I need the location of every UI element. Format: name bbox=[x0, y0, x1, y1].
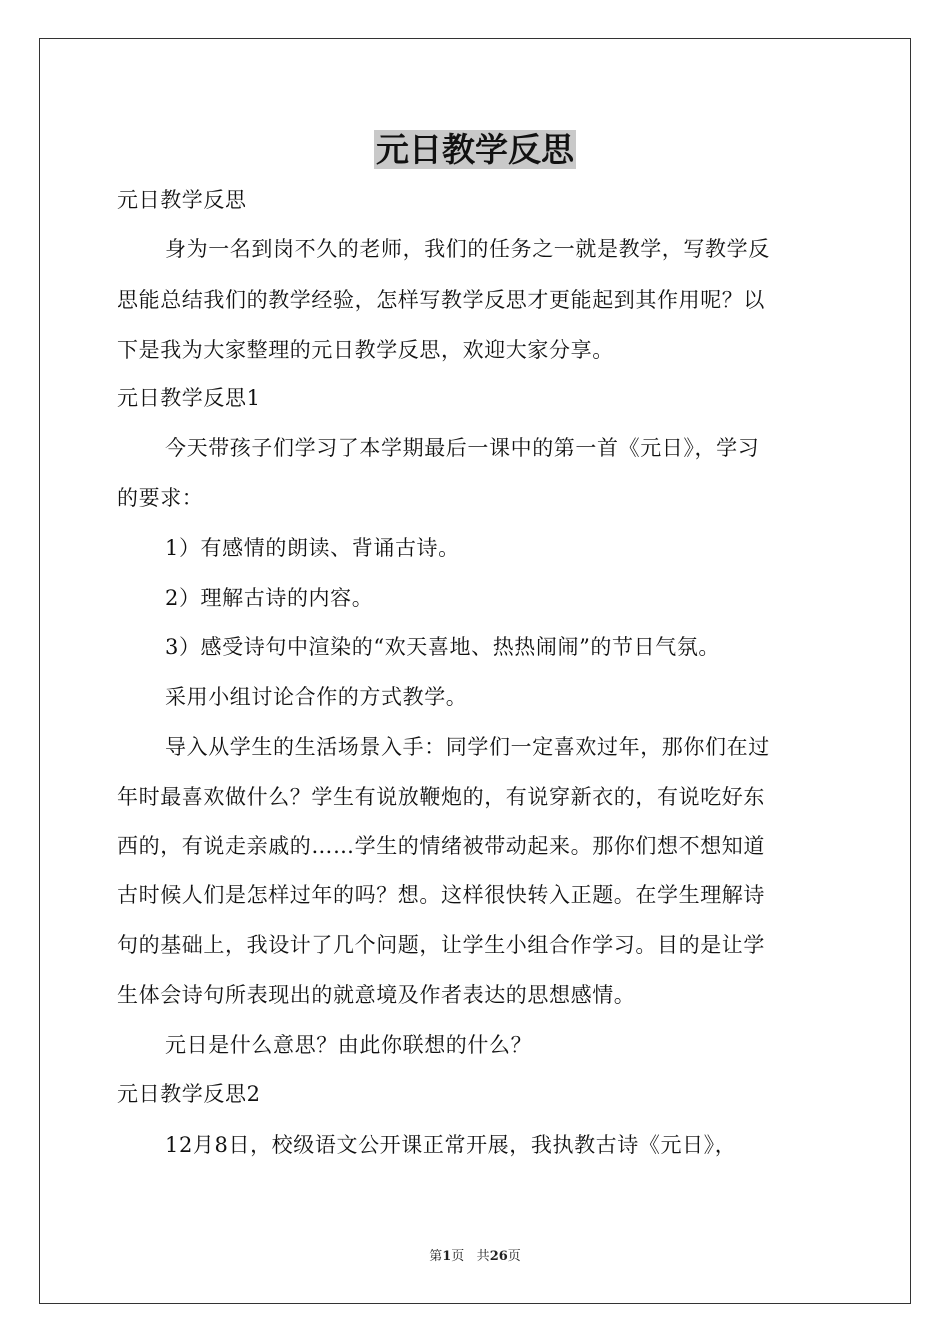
s1-paragraph-3-line-1: 导入从学生的生活场景入手：同学们一定喜欢过年，那你们在过 bbox=[165, 735, 770, 759]
s1-paragraph-3-line-3: 西的，有说走亲戚的……学生的情绪被带动起来。那你们想不想知道 bbox=[117, 834, 765, 858]
section-1-heading: 元日教学反思1 bbox=[117, 386, 261, 410]
subtitle: 元日教学反思 bbox=[117, 188, 247, 212]
s1-paragraph-4: 元日是什么意思？由此你联想的什么？ bbox=[165, 1033, 533, 1057]
page-prefix: 第 bbox=[429, 1249, 443, 1264]
s1-paragraph-3-line-4: 古时候人们是怎样过年的吗？想。这样很快转入正题。在学生理解诗 bbox=[117, 883, 765, 907]
s1-paragraph-1-line-1: 今天带孩子们学习了本学期最后一课中的第一首《元日》，学习 bbox=[165, 436, 760, 460]
s1-paragraph-3-line-5: 句的基础上，我设计了几个问题，让学生小组合作学习。目的是让学 bbox=[117, 933, 765, 957]
total-prefix: 共 bbox=[476, 1249, 490, 1264]
s2-paragraph-1-line-1: 12月8日，校级语文公开课正常开展，我执教古诗《元日》， bbox=[165, 1133, 737, 1157]
s1-paragraph-1-line-2: 的要求： bbox=[117, 486, 204, 510]
page-number: 1 bbox=[442, 1249, 452, 1264]
intro-line-1: 身为一名到岗不久的老师，我们的任务之一就是教学，写教学反 bbox=[165, 237, 770, 261]
document-title-text: 元日教学反思 bbox=[376, 130, 574, 169]
s1-list-item-3: 3）感受诗句中渲染的“欢天喜地、热热闹闹”的节日气氛。 bbox=[165, 635, 721, 659]
s1-paragraph-2: 采用小组讨论合作的方式教学。 bbox=[165, 685, 468, 709]
total-pages: 26 bbox=[489, 1249, 508, 1264]
s1-paragraph-3-line-2: 年时最喜欢做什么？学生有说放鞭炮的，有说穿新衣的，有说吃好东 bbox=[117, 785, 765, 809]
page-border bbox=[39, 38, 911, 1304]
s1-paragraph-3-line-6: 生体会诗句所表现出的就意境及作者表达的思想感情。 bbox=[117, 983, 636, 1007]
document-title bbox=[117, 128, 833, 172]
s1-list-item-1: 1）有感情的朗读、背诵古诗。 bbox=[165, 536, 460, 560]
intro-line-2: 思能总结我们的教学经验，怎样写教学反思才更能起到其作用呢？以 bbox=[117, 288, 765, 312]
page-footer bbox=[0, 1248, 950, 1266]
page-suffix: 页 bbox=[451, 1249, 465, 1264]
section-2-heading: 元日教学反思2 bbox=[117, 1082, 261, 1106]
total-suffix: 页 bbox=[507, 1249, 521, 1264]
intro-line-3: 下是我为大家整理的元日教学反思，欢迎大家分享。 bbox=[117, 338, 614, 362]
s1-list-item-2: 2）理解古诗的内容。 bbox=[165, 586, 374, 610]
